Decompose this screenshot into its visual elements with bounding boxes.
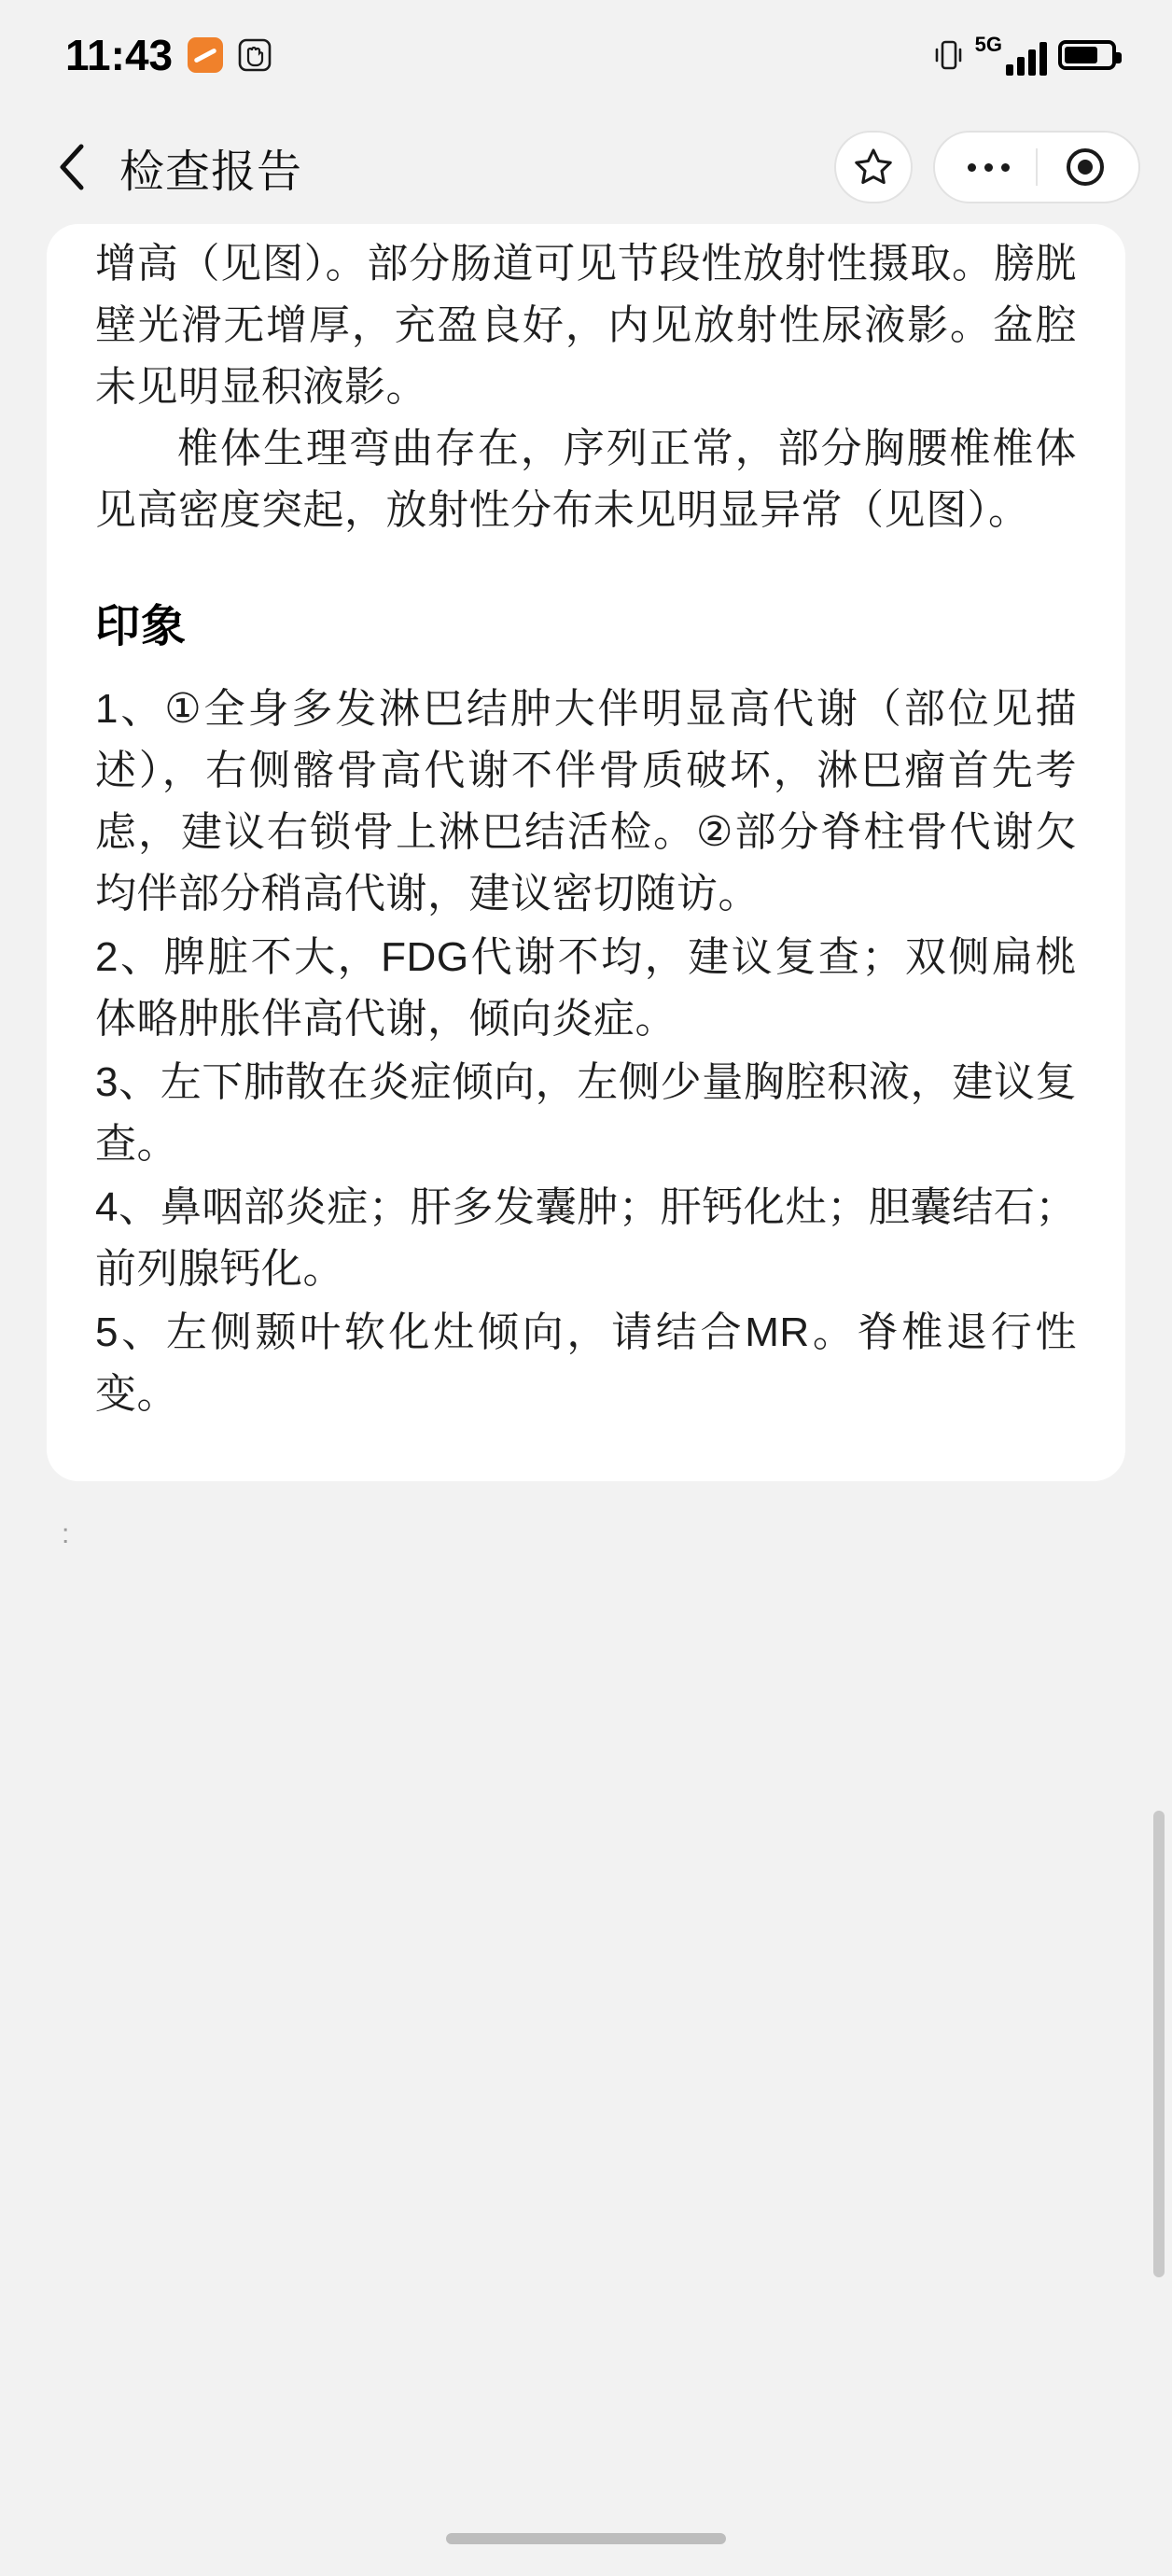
vertical-scrollbar[interactable]: [1153, 1811, 1165, 2277]
more-button[interactable]: [941, 133, 1036, 202]
footer-marker: :: [62, 1519, 72, 1549]
network-indicator: [975, 35, 1047, 76]
signal-strength-icon: [1006, 40, 1047, 76]
star-outline-icon: [852, 146, 895, 189]
report-paragraph: 椎体生理弯曲存在，序列正常，部分胸腰椎椎体见高密度突起，放射性分布未见明显异常（见图）。: [95, 426, 1077, 533]
target-circle-icon: [1067, 148, 1104, 186]
status-bar-left: [65, 30, 272, 80]
page-title: 检查报告: [119, 147, 303, 197]
impression-item: 3、左下肺散在炎症倾向，左侧少量胸腔积液，建议复查。: [95, 1059, 1077, 1167]
back-button[interactable]: [41, 134, 106, 200]
favorite-button[interactable]: [834, 131, 913, 203]
battery-icon: [1058, 40, 1116, 70]
nav-actions: [834, 131, 1140, 203]
vibrate-icon: [932, 36, 964, 74]
impression-section-title: 印象: [95, 602, 188, 651]
close-mini-program-button[interactable]: [1038, 133, 1133, 202]
mute-badge-icon: [188, 37, 223, 73]
chevron-left-icon: [55, 141, 92, 193]
report-paragraph: 增高（见图）。部分肠道可见节段性放射性摄取。膀胱壁光滑无增厚，充盈良好，内见放射性尿液影。盆腔未见明显积液影。: [95, 241, 1077, 410]
report-card: [47, 224, 1125, 1481]
impression-item: 4、鼻咽部炎症；肝多发囊肿；肝钙化灶；胆囊结石；前列腺钙化。: [95, 1184, 1077, 1292]
status-bar: [0, 0, 1172, 110]
report-body: [95, 224, 1077, 1425]
more-dots-icon: [968, 163, 1010, 172]
home-indicator[interactable]: [446, 2533, 726, 2544]
impression-item: 1、①全身多发淋巴结肿大伴明显高代谢（部位见描述），右侧髂骨高代谢不伴骨质破坏，淋巴瘤首先考虑，建议右锁骨上淋巴结活检。②部分脊柱骨代谢欠均伴部分稍高代谢，建议密切随访。: [95, 686, 1077, 917]
status-clock: 11:43: [65, 31, 174, 79]
nav-bar: [0, 110, 1172, 224]
hand-icon: [238, 38, 272, 72]
nav-pill-group: [933, 131, 1140, 203]
network-type-label: 5G: [974, 33, 1002, 56]
impression-item: 2、脾脏不大，FDG代谢不均，建议复查；双侧扁桃体略肿胀伴高代谢，倾向炎症。: [95, 934, 1077, 1042]
impression-item: 5、左侧颞叶软化灶倾向，请结合MR。脊椎退行性变。: [95, 1309, 1077, 1417]
status-bar-right: [932, 35, 1116, 76]
